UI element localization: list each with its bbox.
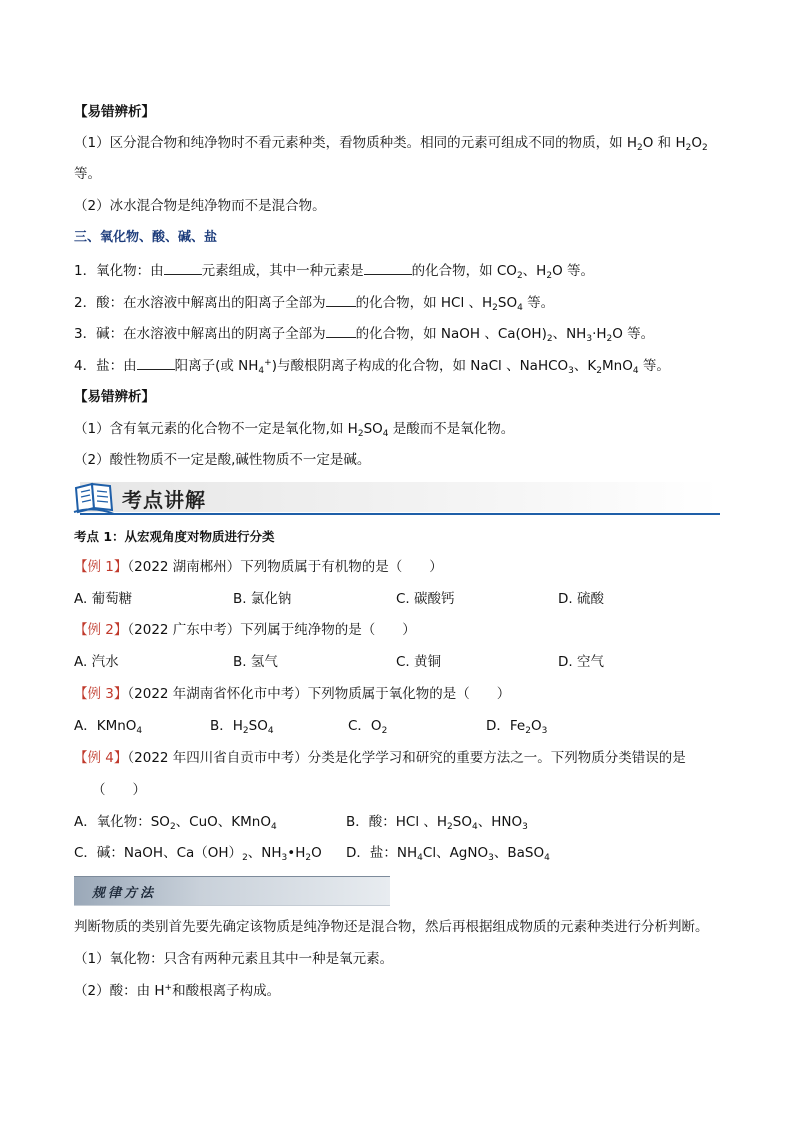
example-1-label: 【例 1】 — [74, 559, 128, 575]
def3-b: 的化合物，如 NaOH 、Ca(OH) — [355, 326, 547, 342]
def4-d: 、K — [573, 358, 597, 374]
fill-blank[interactable] — [164, 260, 202, 275]
example-1-option-a[interactable]: A. 葡萄糖 — [74, 591, 133, 607]
sub: 2 — [492, 303, 498, 313]
def4-e: MnO — [602, 358, 633, 374]
sup: + — [264, 358, 272, 368]
opt-text: SO — [452, 814, 472, 830]
definition-oxide — [74, 260, 594, 281]
sub: 3 — [568, 366, 574, 376]
sub: 3 — [541, 726, 548, 736]
definition-salt — [74, 355, 670, 376]
opt-text: 、BaSO — [493, 845, 545, 861]
cuo-item-3 — [74, 419, 514, 439]
def1-a: 1．氧化物：由 — [74, 263, 164, 279]
method-text: 判断物质的类别首先要先确定该物质是纯净物还是混合物，然后再根据组成物质的元素种类进行分析判断。 — [74, 919, 709, 935]
method-item-1: （1）氧化物：只含有两种元素且其中一种是氧元素。 — [74, 951, 394, 967]
example-2-question: （2022 广东中考）下列属于纯净物的是（ ） — [127, 622, 416, 638]
example-1-option-c[interactable]: C. 碳酸钙 — [396, 591, 455, 607]
example-2-option-d[interactable]: D. 空气 — [558, 654, 604, 670]
opt-text: C．碱：NaOH、Ca（OH） — [74, 845, 243, 861]
kaodian-title: 考点讲解 — [122, 488, 206, 512]
sub: 2 — [169, 822, 176, 832]
sub: 2 — [637, 143, 643, 153]
method-item-2 — [74, 981, 280, 1001]
cuo-item-2: （2）冰水混合物是纯净物而不是混合物。 — [74, 198, 326, 214]
opt-text: D．Fe — [486, 718, 526, 734]
opt-text: O — [311, 845, 322, 861]
example-2-option-a[interactable]: A. 汽水 — [74, 654, 119, 670]
definition-acid — [74, 292, 554, 313]
example-4-question: （2022 年四川省自贡市中考）分类是化学学习和研究的重要方法之一。下列物质分类错误的是 — [127, 750, 686, 766]
cuo-heading-1: 【易错辨析】 — [74, 104, 155, 120]
cuo-item-4: （2）酸性物质不一定是酸,碱性物质不一定是碱。 — [74, 452, 371, 468]
sub: 4 — [417, 853, 423, 863]
cuo-heading-2: 【易错辨析】 — [74, 389, 155, 405]
sub: 2 — [546, 334, 553, 344]
example-3 — [74, 684, 510, 704]
sub: 3 — [586, 334, 593, 344]
sub: 4 — [382, 429, 389, 439]
cuo-item-1-text-c: O — [691, 135, 703, 151]
def2-b: 的化合物，如 HCl 、H — [355, 295, 493, 311]
example-2-option-b[interactable]: B. 氢气 — [233, 654, 278, 670]
sub: 4 — [517, 303, 523, 313]
opt-text: A．KMnO — [74, 718, 137, 734]
example-3-option-c[interactable] — [348, 716, 387, 736]
cuo-item-1-cont: 等。 — [74, 166, 101, 182]
def1-b: 元素组成，其中一种元素是 — [201, 263, 364, 279]
opt-text: 、HNO — [477, 814, 523, 830]
example-4-option-b[interactable] — [346, 812, 528, 832]
def2-a: 2．酸：在水溶液中解离出的阳离子全部为 — [74, 295, 326, 311]
def3-c: 、NH — [552, 326, 587, 342]
sub: 4 — [471, 822, 478, 832]
guilv-title: 规律方法 — [92, 886, 157, 901]
example-1-option-b[interactable]: B. 氯化钠 — [233, 591, 292, 607]
example-4-option-c[interactable] — [74, 843, 322, 863]
sub: 2 — [685, 143, 692, 153]
sub: 2 — [596, 366, 602, 376]
banner-rule — [80, 513, 720, 515]
sub: 4 — [632, 366, 639, 376]
method2-a: （2）酸：由 H — [74, 983, 165, 999]
example-4 — [74, 748, 686, 768]
opt-text: O — [530, 718, 542, 734]
def1-e: O 等。 — [552, 263, 594, 279]
example-3-label: 【例 3】 — [74, 686, 128, 702]
opt-text: B．酸：HCl 、H — [346, 814, 448, 830]
kaodian-banner — [72, 478, 720, 518]
sub: 4 — [136, 726, 143, 736]
def4-a: 4．盐：由 — [74, 358, 137, 374]
opt-text: D．盐：NH — [346, 845, 418, 861]
opt-text: A．氧化物：SO — [74, 814, 170, 830]
cuo-item-1 — [74, 133, 708, 153]
fill-blank[interactable] — [326, 292, 356, 307]
example-2-option-c[interactable]: C. 黄铜 — [396, 654, 442, 670]
section-3-title: 三、氧化物、酸、碱、盐 — [74, 230, 218, 245]
sub: 4 — [270, 822, 277, 832]
example-1-option-d[interactable]: D. 硫酸 — [558, 591, 604, 607]
cuo-item-1-text-b: O 和 H — [642, 135, 686, 151]
opt-text: •H — [287, 845, 306, 861]
sub: 2 — [546, 271, 553, 281]
cuo3-b: SO — [363, 421, 383, 437]
opt-text: Cl、AgNO — [422, 845, 489, 861]
def1-c: 的化合物，如 CO — [411, 263, 517, 279]
sub: 2 — [357, 429, 364, 439]
fill-blank[interactable] — [326, 323, 356, 338]
fill-blank[interactable] — [364, 260, 412, 275]
sub: 2 — [305, 853, 312, 863]
open-book-icon — [72, 478, 116, 518]
sub: 4 — [258, 366, 265, 376]
example-4-option-a[interactable] — [74, 812, 277, 832]
sub: 2 — [242, 726, 249, 736]
opt-text: C．O — [348, 718, 382, 734]
sub: 2 — [242, 853, 248, 863]
def4-b: 阳离子(或 NH — [174, 358, 259, 374]
opt-text: SO — [248, 718, 268, 734]
def3-e: O 等。 — [612, 326, 655, 342]
example-3-option-a[interactable] — [74, 716, 142, 736]
sub: 3 — [281, 853, 288, 863]
sup: + — [164, 983, 173, 993]
sub: 2 — [702, 143, 708, 153]
cuo3-a: （1）含有氧元素的化合物不一定是氧化物,如 H — [74, 421, 358, 437]
example-2-label: 【例 2】 — [74, 622, 128, 638]
sub: 2 — [381, 726, 388, 736]
example-4-option-d[interactable] — [346, 843, 550, 863]
def4-f: 等。 — [638, 358, 670, 374]
def1-d: 、H — [522, 263, 547, 279]
sub: 2 — [606, 334, 613, 344]
sub: 4 — [544, 853, 550, 863]
def4-c: )与酸根阴离子构成的化合物，如 NaCl 、NaHCO — [271, 358, 569, 374]
fill-blank[interactable] — [137, 355, 175, 370]
guilv-banner — [74, 876, 390, 906]
example-2 — [74, 620, 416, 640]
cuo3-c: 是酸而不是氧化物。 — [388, 421, 515, 437]
example-1 — [74, 557, 443, 577]
example-3-question: （2022 年湖南省怀化市中考）下列物质属于氧化物的是（ ） — [127, 686, 511, 702]
opt-text: 、CuO、KMnO — [175, 814, 271, 830]
example-4-paren: （ ） — [92, 782, 146, 798]
method2-b: 和酸根离子构成。 — [172, 983, 281, 999]
definition-base — [74, 323, 654, 344]
def2-d: 等。 — [522, 295, 555, 311]
example-1-question: （2022 湖南郴州）下列物质属于有机物的是（ ） — [127, 559, 443, 575]
sub: 3 — [522, 822, 528, 832]
opt-text: 、NH — [247, 845, 282, 861]
sub: 4 — [267, 726, 274, 736]
def3-a: 3．碱：在水溶液中解离出的阴离子全部为 — [74, 326, 326, 342]
example-3-option-d[interactable] — [486, 716, 547, 736]
sub: 2 — [516, 271, 523, 281]
def2-c: SO — [497, 295, 518, 311]
kaodian-1-title: 考点 1：从宏观角度对物质进行分类 — [74, 529, 275, 544]
def3-d: ·H — [592, 326, 607, 342]
example-4-label: 【例 4】 — [74, 750, 128, 766]
sub: 2 — [525, 726, 531, 736]
sub: 2 — [447, 822, 453, 832]
opt-text: B．H — [210, 718, 243, 734]
sub: 3 — [488, 853, 494, 863]
example-3-option-b[interactable] — [210, 716, 274, 736]
cuo-item-1-text-a: （1）区分混合物和纯净物时不看元素种类，看物质种类。相同的元素可组成不同的物质，如 H — [74, 135, 638, 151]
